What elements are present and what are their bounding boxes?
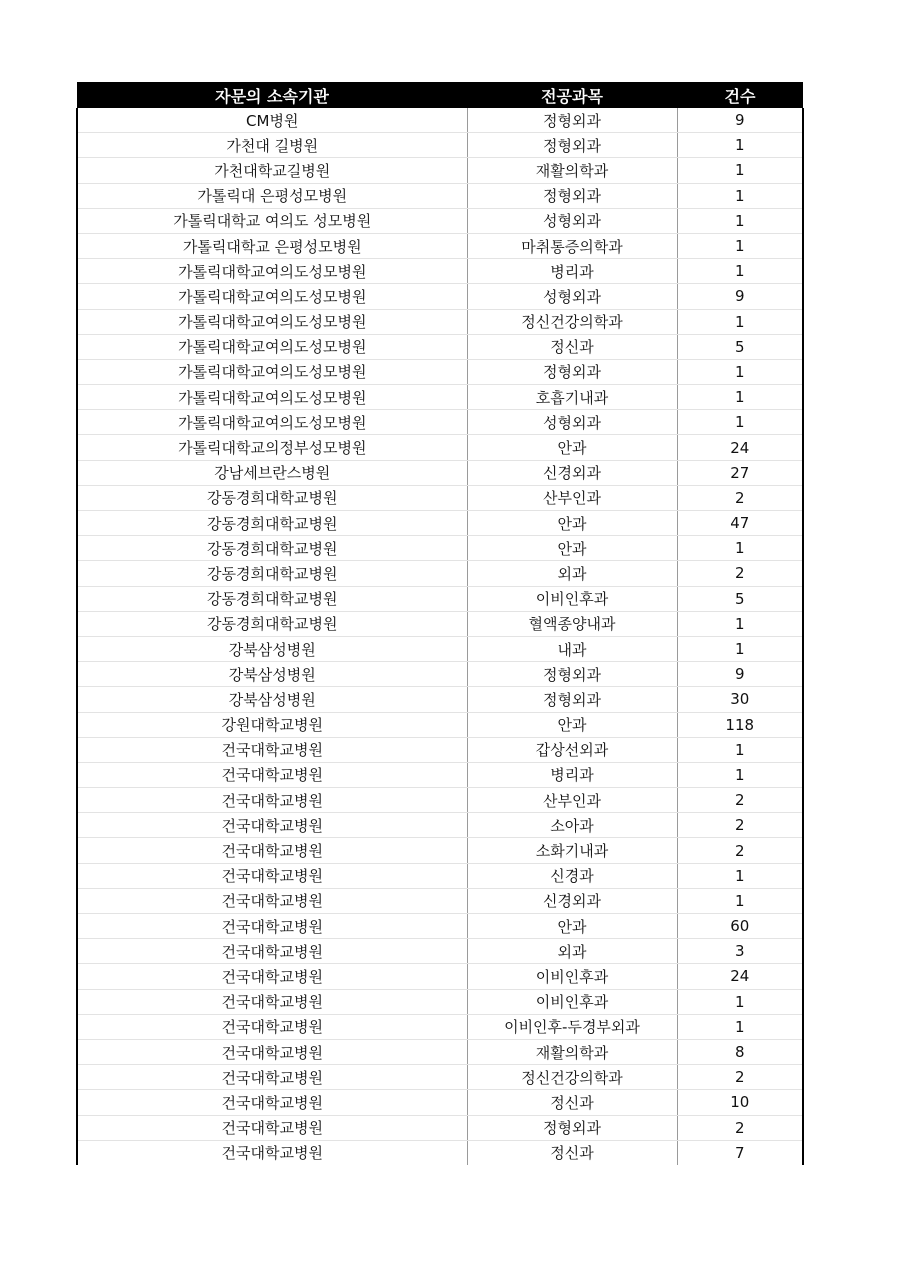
cell-org: 강북삼성병원 [77, 636, 467, 661]
cell-count: 1 [677, 133, 803, 158]
advisor-table [76, 82, 804, 1165]
advisor-table-sheet [76, 82, 802, 1165]
cell-major: 정형외과 [467, 133, 677, 158]
cell-org: 건국대학교병원 [77, 762, 467, 787]
cell-org: 가톨릭대학교여의도성모병원 [77, 309, 467, 334]
cell-org: 강남세브란스병원 [77, 460, 467, 485]
table-row [77, 1090, 803, 1115]
cell-count: 24 [677, 964, 803, 989]
header-count: 건수 [677, 82, 803, 108]
cell-count: 1 [677, 158, 803, 183]
header-major: 전공과목 [467, 82, 677, 108]
cell-org: 건국대학교병원 [77, 1065, 467, 1090]
table-row [77, 762, 803, 787]
cell-major: 재활의학과 [467, 158, 677, 183]
cell-count: 1 [677, 863, 803, 888]
cell-org: 건국대학교병원 [77, 737, 467, 762]
cell-major: 정신건강의학과 [467, 309, 677, 334]
cell-count: 7 [677, 1140, 803, 1165]
cell-major: 성형외과 [467, 410, 677, 435]
cell-major: 마취통증의학과 [467, 233, 677, 258]
cell-major: 성형외과 [467, 284, 677, 309]
cell-org: 건국대학교병원 [77, 914, 467, 939]
cell-count: 9 [677, 662, 803, 687]
cell-count: 1 [677, 208, 803, 233]
cell-org: 가톨릭대학교 은평성모병원 [77, 233, 467, 258]
table-row [77, 309, 803, 334]
table-row [77, 888, 803, 913]
cell-major: 이비인후과 [467, 964, 677, 989]
cell-count: 1 [677, 410, 803, 435]
cell-count: 2 [677, 813, 803, 838]
cell-major: 안과 [467, 914, 677, 939]
cell-count: 1 [677, 309, 803, 334]
table-row [77, 788, 803, 813]
cell-major: 산부인과 [467, 788, 677, 813]
cell-org: 가천대학교길병원 [77, 158, 467, 183]
table-row [77, 435, 803, 460]
cell-org: 건국대학교병원 [77, 1014, 467, 1039]
cell-major: 정형외과 [467, 662, 677, 687]
header-row [77, 82, 803, 108]
table-row [77, 737, 803, 762]
cell-count: 1 [677, 611, 803, 636]
cell-count: 1 [677, 888, 803, 913]
cell-count: 2 [677, 1065, 803, 1090]
cell-org: 건국대학교병원 [77, 863, 467, 888]
table-body [77, 108, 803, 1165]
cell-org: 건국대학교병원 [77, 813, 467, 838]
cell-org: 강동경희대학교병원 [77, 485, 467, 510]
table-row [77, 158, 803, 183]
table-header [77, 82, 803, 108]
table-row [77, 1115, 803, 1140]
cell-org: 건국대학교병원 [77, 888, 467, 913]
cell-major: 정형외과 [467, 359, 677, 384]
cell-count: 1 [677, 536, 803, 561]
table-row [77, 208, 803, 233]
table-row [77, 838, 803, 863]
cell-org: 강동경희대학교병원 [77, 536, 467, 561]
cell-org: 강동경희대학교병원 [77, 561, 467, 586]
cell-org: 가톨릭대학교의정부성모병원 [77, 435, 467, 460]
cell-major: 정형외과 [467, 1115, 677, 1140]
cell-count: 2 [677, 788, 803, 813]
cell-count: 1 [677, 385, 803, 410]
cell-org: 건국대학교병원 [77, 1115, 467, 1140]
cell-major: 정형외과 [467, 108, 677, 133]
cell-count: 1 [677, 183, 803, 208]
cell-major: 이비인후-두경부외과 [467, 1014, 677, 1039]
cell-major: 정형외과 [467, 687, 677, 712]
table-row [77, 485, 803, 510]
cell-count: 1 [677, 636, 803, 661]
table-row [77, 410, 803, 435]
table-row [77, 561, 803, 586]
cell-major: 외과 [467, 939, 677, 964]
cell-org: 강원대학교병원 [77, 712, 467, 737]
table-row [77, 1140, 803, 1165]
cell-org: 가톨릭대학교 여의도 성모병원 [77, 208, 467, 233]
cell-major: 신경과 [467, 863, 677, 888]
cell-count: 9 [677, 284, 803, 309]
cell-count: 1 [677, 1014, 803, 1039]
cell-major: 호흡기내과 [467, 385, 677, 410]
cell-org: 건국대학교병원 [77, 838, 467, 863]
cell-major: 신경외과 [467, 460, 677, 485]
table-row [77, 914, 803, 939]
table-row [77, 813, 803, 838]
cell-major: 정신과 [467, 1090, 677, 1115]
table-row [77, 863, 803, 888]
cell-major: 안과 [467, 536, 677, 561]
cell-major: 안과 [467, 511, 677, 536]
cell-major: 병리과 [467, 259, 677, 284]
cell-major: 병리과 [467, 762, 677, 787]
cell-org: 강동경희대학교병원 [77, 611, 467, 636]
table-row [77, 334, 803, 359]
cell-org: CM병원 [77, 108, 467, 133]
header-org: 자문의 소속기관 [77, 82, 467, 108]
cell-org: 가톨릭대학교여의도성모병원 [77, 259, 467, 284]
cell-count: 1 [677, 259, 803, 284]
cell-major: 신경외과 [467, 888, 677, 913]
cell-org: 가톨릭대학교여의도성모병원 [77, 359, 467, 384]
table-row [77, 233, 803, 258]
cell-count: 2 [677, 838, 803, 863]
cell-major: 이비인후과 [467, 989, 677, 1014]
cell-count: 118 [677, 712, 803, 737]
cell-count: 3 [677, 939, 803, 964]
cell-major: 정형외과 [467, 183, 677, 208]
table-row [77, 611, 803, 636]
table-row [77, 1014, 803, 1039]
cell-major: 정신과 [467, 1140, 677, 1165]
table-row [77, 460, 803, 485]
cell-org: 강동경희대학교병원 [77, 586, 467, 611]
cell-major: 성형외과 [467, 208, 677, 233]
cell-major: 안과 [467, 712, 677, 737]
cell-major: 혈액종양내과 [467, 611, 677, 636]
table-row [77, 1039, 803, 1064]
cell-count: 1 [677, 233, 803, 258]
cell-org: 건국대학교병원 [77, 788, 467, 813]
cell-count: 2 [677, 1115, 803, 1140]
cell-org: 강동경희대학교병원 [77, 511, 467, 536]
cell-major: 안과 [467, 435, 677, 460]
cell-major: 재활의학과 [467, 1039, 677, 1064]
table-row [77, 989, 803, 1014]
table-row [77, 536, 803, 561]
cell-count: 60 [677, 914, 803, 939]
cell-major: 내과 [467, 636, 677, 661]
cell-count: 30 [677, 687, 803, 712]
cell-org: 건국대학교병원 [77, 1039, 467, 1064]
table-row [77, 1065, 803, 1090]
cell-org: 강북삼성병원 [77, 687, 467, 712]
cell-major: 갑상선외과 [467, 737, 677, 762]
cell-count: 1 [677, 762, 803, 787]
cell-count: 10 [677, 1090, 803, 1115]
table-row [77, 511, 803, 536]
table-row [77, 183, 803, 208]
cell-count: 8 [677, 1039, 803, 1064]
cell-org: 건국대학교병원 [77, 939, 467, 964]
table-row [77, 964, 803, 989]
cell-count: 24 [677, 435, 803, 460]
cell-major: 이비인후과 [467, 586, 677, 611]
table-row [77, 939, 803, 964]
cell-org: 강북삼성병원 [77, 662, 467, 687]
cell-org: 건국대학교병원 [77, 989, 467, 1014]
cell-major: 산부인과 [467, 485, 677, 510]
table-row [77, 259, 803, 284]
cell-count: 27 [677, 460, 803, 485]
cell-major: 정신과 [467, 334, 677, 359]
cell-count: 1 [677, 989, 803, 1014]
cell-count: 1 [677, 737, 803, 762]
cell-org: 가톨릭대학교여의도성모병원 [77, 334, 467, 359]
table-row [77, 712, 803, 737]
cell-org: 건국대학교병원 [77, 1140, 467, 1165]
cell-major: 소화기내과 [467, 838, 677, 863]
cell-org: 가천대 길병원 [77, 133, 467, 158]
cell-org: 가톨릭대 은평성모병원 [77, 183, 467, 208]
cell-count: 5 [677, 586, 803, 611]
table-row [77, 586, 803, 611]
table-row [77, 284, 803, 309]
cell-count: 5 [677, 334, 803, 359]
cell-org: 건국대학교병원 [77, 964, 467, 989]
table-row [77, 636, 803, 661]
table-row [77, 385, 803, 410]
table-row [77, 133, 803, 158]
cell-major: 외과 [467, 561, 677, 586]
cell-major: 정신건강의학과 [467, 1065, 677, 1090]
cell-count: 2 [677, 561, 803, 586]
cell-org: 가톨릭대학교여의도성모병원 [77, 284, 467, 309]
cell-major: 소아과 [467, 813, 677, 838]
cell-org: 가톨릭대학교여의도성모병원 [77, 385, 467, 410]
cell-org: 가톨릭대학교여의도성모병원 [77, 410, 467, 435]
table-row [77, 662, 803, 687]
table-row [77, 359, 803, 384]
cell-count: 2 [677, 485, 803, 510]
table-row [77, 687, 803, 712]
table-row [77, 108, 803, 133]
cell-count: 1 [677, 359, 803, 384]
cell-org: 건국대학교병원 [77, 1090, 467, 1115]
cell-count: 47 [677, 511, 803, 536]
cell-count: 9 [677, 108, 803, 133]
